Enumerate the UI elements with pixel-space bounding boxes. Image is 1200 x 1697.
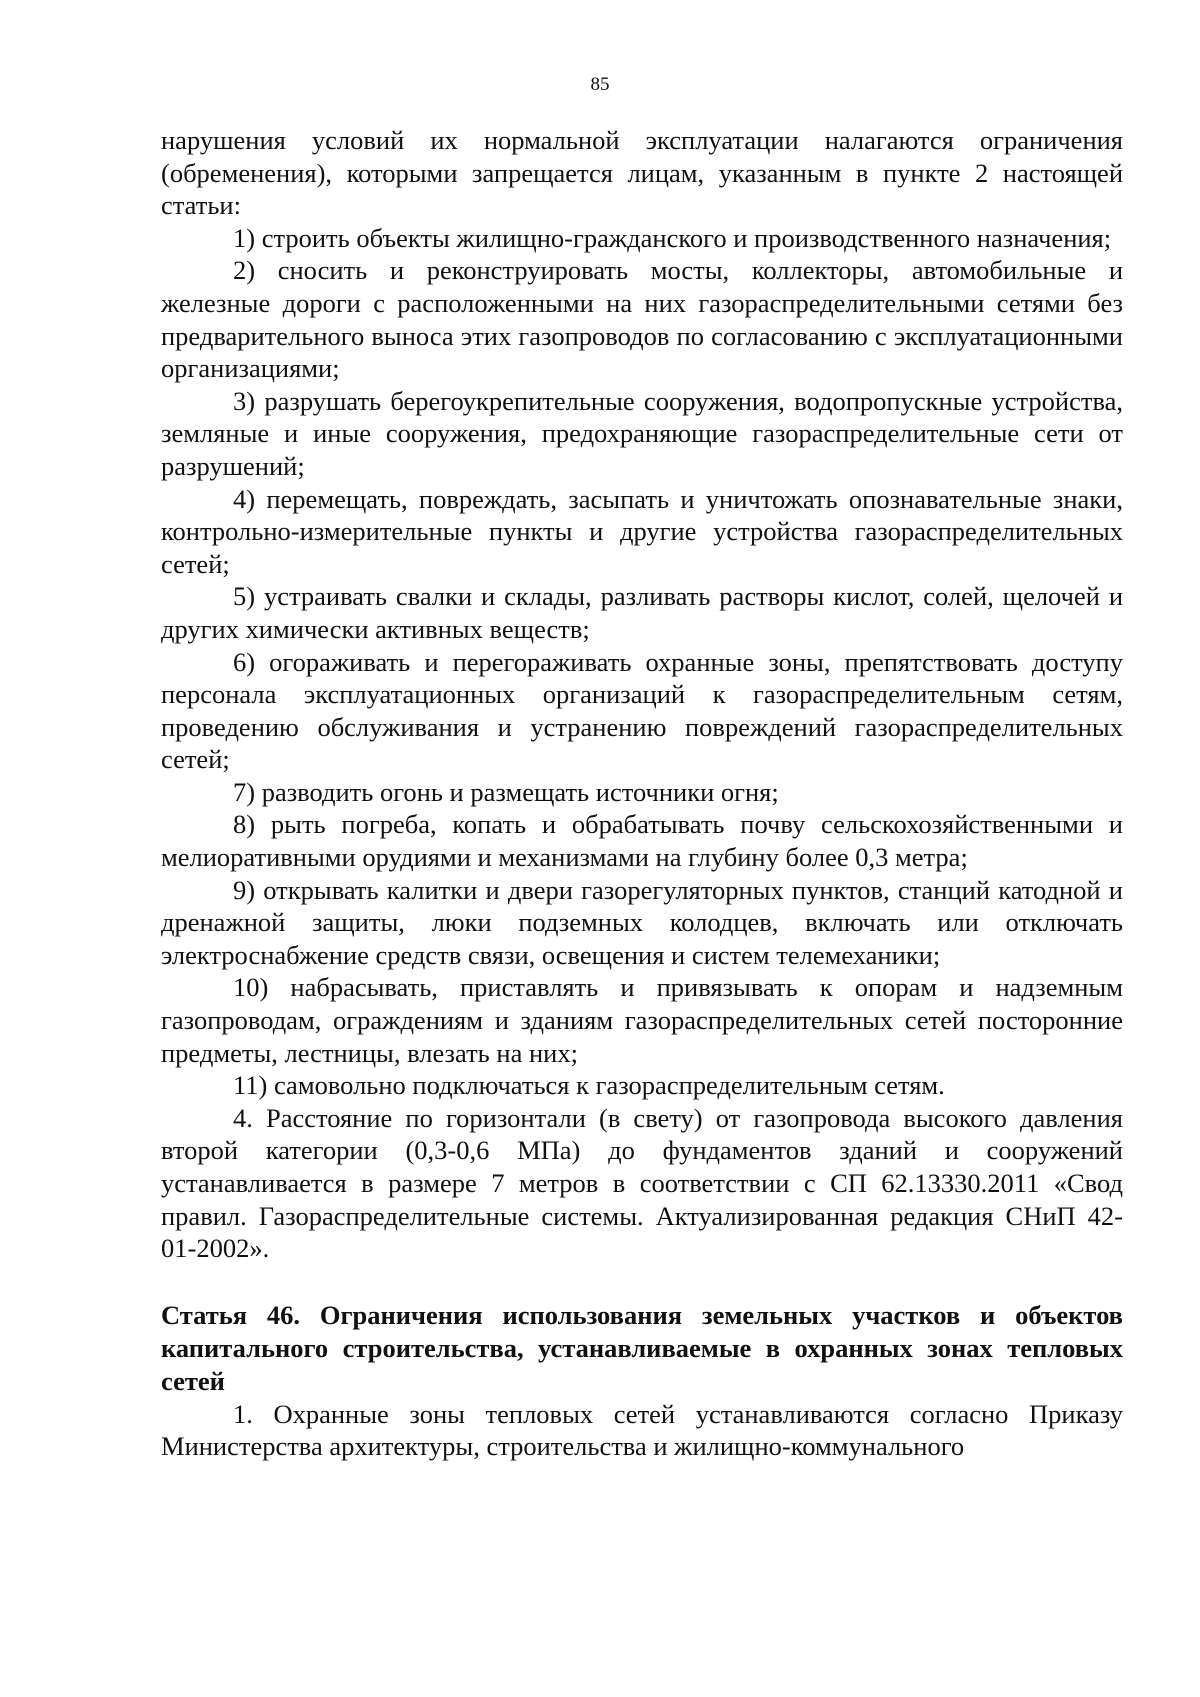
list-item-3: 3) разрушать берегоукрепительные сооружения, водопропускные устройства, земляные и иные сооружения, предохраняющие газораспределительные сети от разрушений; <box>161 385 1123 481</box>
article-46-heading: Статья 46. Ограничения использования земельных участков и объектов капитального строительства, устанавливаемые в охранных зонах тепловых сетей <box>161 1299 1123 1396</box>
list-item-4: 4) перемещать, повреждать, засыпать и уничтожать опознавательные знаки, контрольно-измерительные пункты и другие устройства газораспределительных сетей; <box>161 483 1123 579</box>
document-body <box>161 124 1123 1463</box>
list-item-2: 2) сносить и реконструировать мосты, коллекторы, автомобильные и железные дороги с расположенными на них газораспределительными сетями без предварительного выноса этих газопроводов по согласованию с эксплуатационными организациями; <box>161 255 1123 384</box>
page-number: 85 <box>590 74 610 95</box>
list-item-7: 7) разводить огонь и размещать источники огня; <box>233 776 779 807</box>
paragraph-intro: нарушения условий их нормальной эксплуатации налагаются ограничения (обременения), которыми запрещается лицам, указанным в пункте 2 настоящей статьи: <box>161 125 1123 221</box>
list-item-1: 1) строить объекты жилищно-гражданского и производственного назначения; <box>233 222 1112 253</box>
paragraph-article-46-point-1: 1. Охранные зоны тепловых сетей устанавливаются согласно Приказу Министерства архитектуры, строительства и жилищно-коммунального <box>161 1398 1123 1462</box>
list-item-8: 8) рыть погреба, копать и обрабатывать почву сельскохозяйственными и мелиоративными орудиями и механизмами на глубину более 0,3 метра; <box>161 809 1123 873</box>
list-item-11: 11) самовольно подключаться к газораспределительным сетям. <box>233 1070 945 1101</box>
paragraph-point-4: 4. Расстояние по горизонтали (в свету) от газопровода высокого давления второй категории (0,3-0,6 МПа) до фундаментов зданий и сооружений устанавливается в размере 7 метров в соответствии с СП 62.13330.2011 «Свод правил. Газораспределительные системы. Актуализированная редакция СНиП 42-01-2002». <box>161 1102 1123 1264</box>
list-item-10: 10) набрасывать, приставлять и привязывать к опорам и надземным газопроводам, ограждениям и зданиям газораспределительных сетей посторонние предметы, лестницы, влезать на них; <box>161 972 1123 1068</box>
list-item-5: 5) устраивать свалки и склады, разливать растворы кислот, солей, щелочей и других химически активных веществ; <box>161 581 1123 644</box>
list-item-9: 9) открывать калитки и двери газорегуляторных пунктов, станций катодной и дренажной защиты, люки подземных колодцев, включать или отключать электроснабжение средств связи, освещения и систем телемеханики; <box>161 874 1123 970</box>
list-item-6: 6) огораживать и перегораживать охранные зоны, препятствовать доступу персонала эксплуатационных организаций к газораспределительным сетям, проведению обслуживания и устранению повреждений газораспределительных сетей; <box>161 646 1123 775</box>
